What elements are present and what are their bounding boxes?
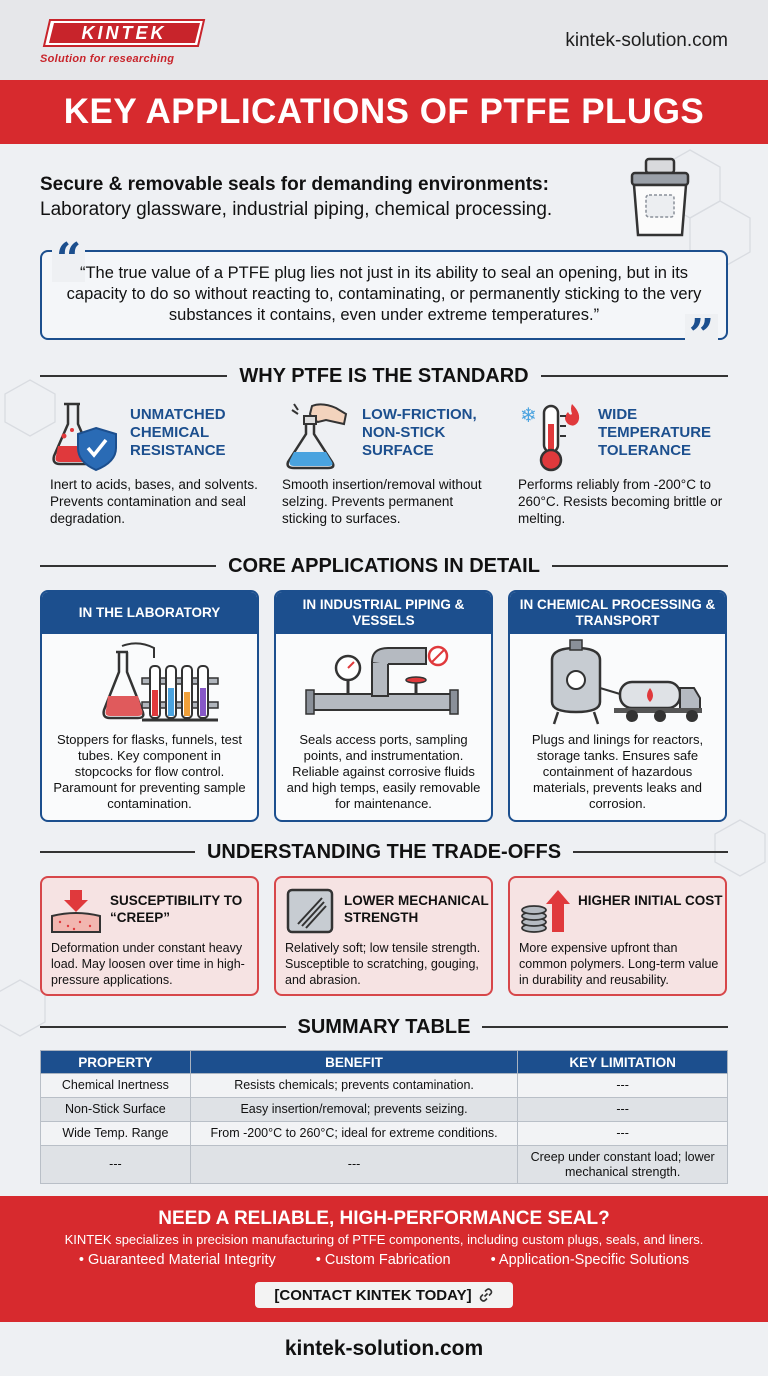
logo-tagline: Solution for researching (40, 53, 175, 65)
svg-text:❄: ❄ (520, 403, 537, 427)
summary-table (40, 1050, 728, 1184)
why-desc-nonstick: Smooth insertion/removal without selzing. Prevents permanent sticking to surfaces. (282, 477, 482, 526)
piping-icon (276, 638, 491, 728)
trade-title-creep: SUSCEPTIBILITY TO “CREEP” (110, 893, 243, 925)
summary-heading (40, 1013, 728, 1041)
why-desc-chemical: Inert to acids, bases, and solvents. Prevents contamination and seal degradation. (50, 477, 258, 526)
column-header: BENEFIT (190, 1051, 517, 1074)
table-cell: --- (518, 1122, 728, 1146)
core-heading-text: CORE APPLICATIONS IN DETAIL (228, 554, 540, 577)
column-header: KEY LIMITATION (518, 1051, 728, 1074)
core-heading (40, 552, 728, 580)
kintek-logo[interactable] (42, 18, 206, 48)
app-card-laboratory (40, 590, 259, 822)
app-card-piping (274, 590, 493, 822)
summary-heading-text: SUMMARY TABLE (297, 1015, 471, 1038)
trade-desc-cost: More expensive upfront than common polymers. Long-term value in durability and reusability. (519, 941, 719, 987)
thermometer-icon (518, 400, 586, 472)
quote-box (40, 234, 728, 361)
why-desc-temperature: Performs reliably from -200°C to 260°C. Resists becoming brittle or melting. (518, 477, 723, 526)
intro-line-2: Laboratory glassware, industrial piping, chemical processing. (40, 199, 553, 220)
table-row (41, 1098, 728, 1122)
table-header-row (41, 1051, 728, 1074)
header (0, 0, 768, 80)
link-icon (478, 1287, 494, 1303)
cta-bullet: • Custom Fabrication (315, 1252, 451, 1268)
table-cell: Non-Stick Surface (41, 1098, 191, 1122)
creep-icon (50, 888, 102, 934)
table-cell: Chemical Inertness (41, 1074, 191, 1098)
cta-bullets (0, 1252, 768, 1268)
why-title-chemical: UNMATCHED CHEMICAL RESISTANCE (130, 406, 226, 459)
footer-site-link[interactable]: kintek-solution.com (284, 1337, 484, 1360)
quote-text: “The true value of a PTFE plug lies not just in its ability to seal an opening, but in its capacity to do so without reacting to, contaminating, or permanently sticking to the very substances it contains, even under extreme temperatures.” (66, 264, 702, 324)
table-cell: --- (518, 1074, 728, 1098)
app-title-piping: IN INDUSTRIAL PIPING & VESSELS (276, 592, 491, 634)
reactor-tanker-icon (510, 638, 725, 728)
table-cell: Easy insertion/removal; prevents seizing. (190, 1098, 517, 1122)
table-cell: Resists chemicals; prevents contamination. (190, 1074, 517, 1098)
app-title-chemical: IN CHEMICAL PROCESSING & TRANSPORT (510, 592, 725, 634)
app-card-chemical (508, 590, 727, 822)
table-cell: --- (190, 1146, 517, 1184)
lab-glassware-icon (42, 638, 257, 728)
footer (0, 1322, 768, 1376)
trade-card-strength (274, 876, 493, 996)
trade-title-cost: HIGHER INITIAL COST (578, 893, 723, 908)
trade-desc-creep: Deformation under constant heavy load. May loosen over time in high-pressure applications. (51, 941, 245, 987)
header-site-link[interactable]: kintek-solution.com (565, 30, 728, 51)
table-cell: --- (518, 1098, 728, 1122)
scratch-icon (284, 888, 336, 934)
app-desc-piping: Seals access ports, sampling points, and instrumentation. Reliable against corrosive fluids and high temps, easily removable for maintenance. (286, 732, 481, 811)
trade-heading-text: UNDERSTANDING THE TRADE-OFFS (206, 840, 562, 863)
trade-card-creep (40, 876, 259, 996)
app-title-laboratory: IN THE LABORATORY (42, 592, 257, 634)
open-quote-icon: “ (52, 238, 85, 282)
intro-line-1: Secure & removable seals for demanding environments: (40, 174, 549, 195)
table-row (41, 1074, 728, 1098)
table-cell: --- (41, 1146, 191, 1184)
svg-text:KINTEK: KINTEK (81, 23, 167, 43)
hand-flask-icon (282, 400, 350, 472)
trade-title-strength: LOWER MECHANICAL STRENGTH (344, 893, 489, 925)
page-title: KEY APPLICATIONS OF PTFE PLUGS (63, 92, 705, 131)
close-quote-icon: ” (685, 314, 718, 358)
trade-heading (40, 838, 728, 866)
why-title-temperature: WIDE TEMPERATURE TOLERANCE (598, 406, 712, 459)
title-band (0, 80, 768, 144)
ptfe-plug-icon (624, 155, 696, 243)
table-cell: Creep under constant load; lower mechanical strength. (518, 1146, 728, 1184)
app-desc-laboratory: Stoppers for flasks, funnels, test tubes. Key component in stopcocks for flow control. Paramount for preventing sample contamination. (53, 732, 246, 811)
table-row (41, 1146, 728, 1184)
cta-bullet: • Guaranteed Material Integrity (78, 1252, 276, 1268)
trade-desc-strength: Relatively soft; low tensile strength. Susceptible to scratching, gouging, and abrasion. (285, 941, 481, 987)
contact-button[interactable] (255, 1282, 513, 1308)
cta-bullet: • Application-Specific Solutions (490, 1252, 690, 1268)
cta-subtext: KINTEK specializes in precision manufacturing of PTFE components, including custom plugs, seals, and liners. (64, 1232, 704, 1247)
trade-card-cost (508, 876, 727, 996)
coins-arrow-icon (518, 888, 570, 934)
why-heading-text: WHY PTFE IS THE STANDARD (239, 364, 529, 387)
cta-band (0, 1196, 768, 1322)
table-row (41, 1122, 728, 1146)
contact-button-label: [CONTACT KINTEK TODAY] (274, 1286, 472, 1304)
column-header: PROPERTY (41, 1051, 191, 1074)
flask-shield-icon (50, 400, 118, 472)
intro (40, 174, 630, 221)
why-title-nonstick: LOW-FRICTION, NON-STICK SURFACE (362, 406, 477, 459)
table-cell: From -200°C to 260°C; ideal for extreme conditions. (190, 1122, 517, 1146)
why-heading (40, 362, 728, 390)
table-cell: Wide Temp. Range (41, 1122, 191, 1146)
app-desc-chemical: Plugs and linings for reactors, storage tanks. Ensures safe containment of hazardous materials, prevents leaks and corrosion. (531, 732, 704, 811)
cta-heading: NEED A RELIABLE, HIGH-PERFORMANCE SEAL? (158, 1208, 610, 1229)
